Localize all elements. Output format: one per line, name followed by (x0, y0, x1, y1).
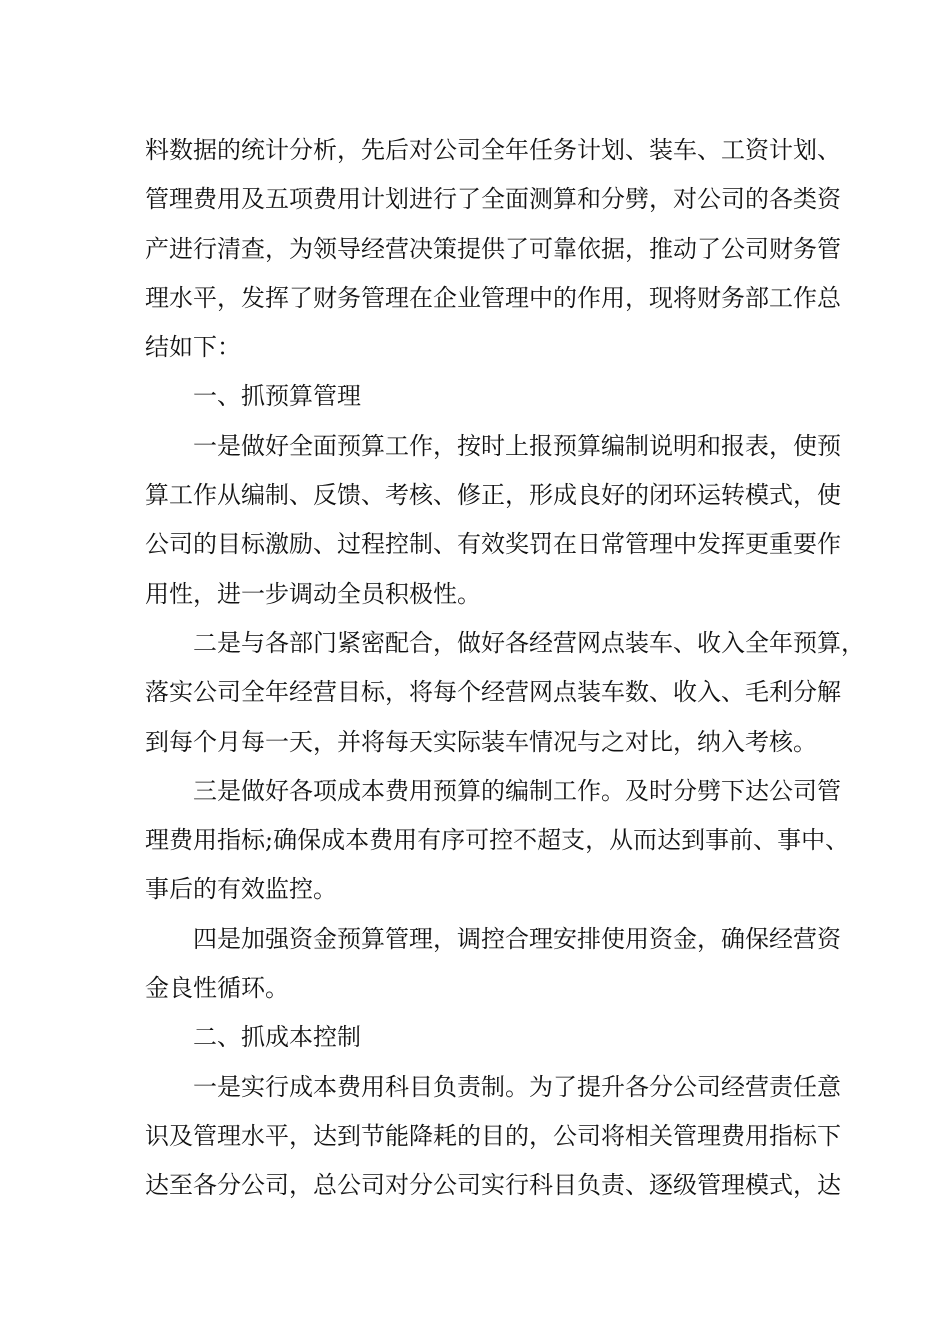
text-line: 结如下： (145, 333, 241, 362)
text-line: 落实公司全年经营目标，将每个经营网点装车数、收入、毛利分解 (145, 678, 841, 707)
text-line: 达至各分公司，总公司对分公司实行科目负责、逐级管理模式，达 (145, 1171, 841, 1200)
text-line: 算工作从编制、反馈、考核、修正，形成良好的闭环运转模式，使 (145, 481, 841, 510)
text-line: 二是与各部门紧密配合，做好各经营网点装车、收入全年预算， (193, 628, 865, 657)
text-line: 公司的目标激励、过程控制、有效奖罚在日常管理中发挥更重要作 (145, 530, 841, 559)
document-body (145, 126, 865, 1211)
text-line: 理水平，发挥了财务管理在企业管理中的作用，现将财务部工作总 (145, 283, 841, 312)
text-line: 管理费用及五项费用计划进行了全面测算和分劈，对公司的各类资 (145, 185, 841, 214)
text-line: 四是加强资金预算管理，调控合理安排使用资金，确保经营资 (193, 924, 841, 953)
text-line: 识及管理水平，达到节能降耗的目的，公司将相关管理费用指标下 (145, 1121, 841, 1150)
text-line: 金良性循环。 (145, 974, 289, 1003)
text-line: 二、抓成本控制 (193, 1023, 361, 1052)
text-line: 到每个月每一天，并将每天实际装车情况与之对比，纳入考核。 (145, 727, 817, 756)
text-line: 用性，进一步调动全员积极性。 (145, 579, 481, 608)
text-line: 产进行清查，为领导经营决策提供了可靠依据，推动了公司财务管 (145, 234, 841, 263)
text-line: 一是实行成本费用科目负责制。为了提升各分公司经营责任意 (193, 1072, 841, 1101)
text-line: 一、抓预算管理 (193, 382, 361, 411)
text-line: 一是做好全面预算工作，按时上报预算编制说明和报表，使预 (193, 431, 841, 460)
text-line: 料数据的统计分析，先后对公司全年任务计划、装车、工资计划、 (145, 136, 841, 164)
text-line: 事后的有效监控。 (145, 875, 337, 904)
text-line: 理费用指标;确保成本费用有序可控不超支，从而达到事前、事中、 (145, 826, 850, 855)
text-line: 三是做好各项成本费用预算的编制工作。及时分劈下达公司管 (193, 776, 841, 805)
